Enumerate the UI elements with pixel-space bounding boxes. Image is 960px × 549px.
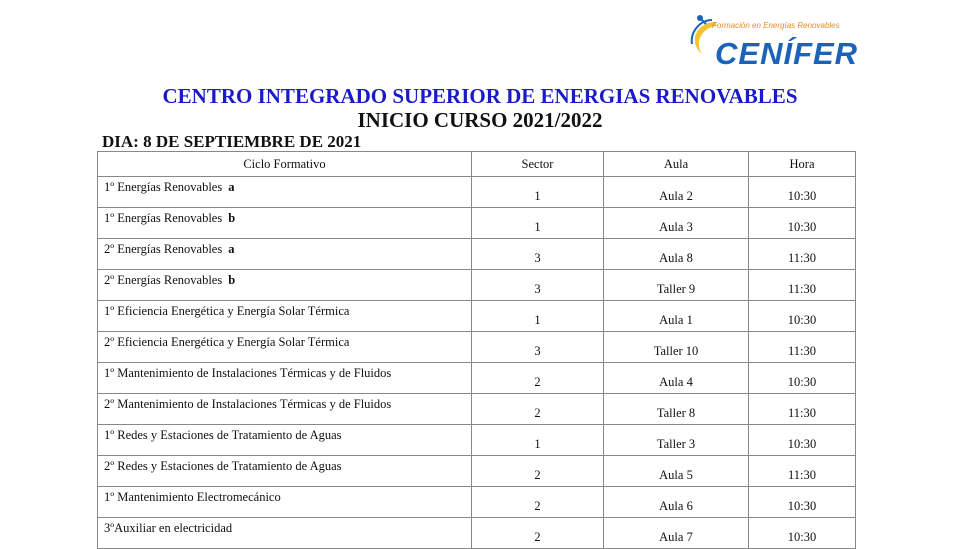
- date-heading: DIA: 8 DE SEPTIEMBRE DE 2021: [102, 132, 362, 151]
- page-subtitle: INICIO CURSO 2021/2022: [357, 108, 603, 132]
- cell-ciclo: [98, 394, 472, 425]
- ciclo-name: 1º Energías Renovables: [104, 211, 223, 225]
- table-row: [98, 239, 856, 270]
- ciclo-name: 1º Energías Renovables: [104, 180, 223, 194]
- cell-hora: 10:30: [749, 487, 856, 518]
- header-hora: Hora: [749, 152, 856, 177]
- table-row: [98, 332, 856, 363]
- ciclo-name: 1º Redes y Estaciones de Tratamiento de Aguas: [104, 428, 342, 442]
- cell-hora: 11:30: [749, 239, 856, 270]
- ciclo-name: 1º Mantenimiento de Instalaciones Térmicas y de Fluidos: [104, 366, 392, 380]
- cell-aula: Aula 5: [604, 456, 749, 487]
- cell-ciclo: [98, 239, 472, 270]
- cell-hora: 10:30: [749, 518, 856, 549]
- cell-aula: Taller 9: [604, 270, 749, 301]
- ciclo-name: 2º Energías Renovables: [104, 242, 223, 256]
- cell-aula: Taller 3: [604, 425, 749, 456]
- ciclo-group: b: [228, 211, 236, 225]
- cell-aula: Aula 4: [604, 363, 749, 394]
- ciclo-group: a: [228, 242, 235, 256]
- ciclo-group: a: [228, 180, 235, 194]
- cell-hora: 11:30: [749, 394, 856, 425]
- cell-ciclo: [98, 518, 472, 549]
- cell-sector: 3: [472, 239, 604, 270]
- table-row: [98, 518, 856, 549]
- cell-ciclo: [98, 270, 472, 301]
- cell-sector: 2: [472, 487, 604, 518]
- cell-ciclo: [98, 301, 472, 332]
- table-row: [98, 177, 856, 208]
- table-header-row: [98, 152, 856, 177]
- cell-sector: 1: [472, 208, 604, 239]
- cell-ciclo: [98, 332, 472, 363]
- ciclo-name: 2º Eficiencia Energética y Energía Solar Térmica: [104, 335, 350, 349]
- cell-aula: Aula 1: [604, 301, 749, 332]
- schedule-table: [97, 151, 856, 549]
- logo-tagline: Formación en Energías Renovables: [712, 21, 840, 30]
- header-sector: Sector: [472, 152, 604, 177]
- cell-ciclo: [98, 363, 472, 394]
- cell-hora: 11:30: [749, 456, 856, 487]
- cell-hora: 10:30: [749, 208, 856, 239]
- table-row: [98, 394, 856, 425]
- cell-sector: 2: [472, 363, 604, 394]
- table-row: [98, 456, 856, 487]
- cell-aula: Aula 3: [604, 208, 749, 239]
- cell-ciclo: [98, 208, 472, 239]
- cell-hora: 10:30: [749, 301, 856, 332]
- ciclo-name: 2º Mantenimiento de Instalaciones Térmicas y de Fluidos: [104, 397, 392, 411]
- page-title: CENTRO INTEGRADO SUPERIOR DE ENERGIAS RENOVABLES: [162, 84, 798, 108]
- cell-ciclo: [98, 487, 472, 518]
- cell-hora: 10:30: [749, 425, 856, 456]
- ciclo-name: 1º Eficiencia Energética y Energía Solar Térmica: [104, 304, 350, 318]
- cell-hora: 11:30: [749, 332, 856, 363]
- cell-hora: 10:30: [749, 177, 856, 208]
- ciclo-group: b: [228, 273, 236, 287]
- cell-sector: 3: [472, 270, 604, 301]
- cell-aula: Aula 6: [604, 487, 749, 518]
- table-row: [98, 363, 856, 394]
- ciclo-name: 2º Redes y Estaciones de Tratamiento de Aguas: [104, 459, 342, 473]
- cell-sector: 2: [472, 518, 604, 549]
- cell-aula: Aula 2: [604, 177, 749, 208]
- cell-sector: 2: [472, 394, 604, 425]
- table-row: [98, 208, 856, 239]
- cell-aula: Aula 8: [604, 239, 749, 270]
- ciclo-name: 1º Mantenimiento Electromecánico: [104, 490, 281, 504]
- table-row: [98, 487, 856, 518]
- table-row: [98, 270, 856, 301]
- cell-sector: 1: [472, 425, 604, 456]
- cell-ciclo: [98, 177, 472, 208]
- cell-sector: 1: [472, 177, 604, 208]
- cell-hora: 10:30: [749, 363, 856, 394]
- cell-hora: 11:30: [749, 270, 856, 301]
- cell-ciclo: [98, 456, 472, 487]
- table-row: [98, 425, 856, 456]
- cell-aula: Aula 7: [604, 518, 749, 549]
- cell-aula: Taller 10: [604, 332, 749, 363]
- cell-aula: Taller 8: [604, 394, 749, 425]
- ciclo-name: 2º Energías Renovables: [104, 273, 223, 287]
- ciclo-name: 3ºAuxiliar en electricidad: [104, 521, 233, 535]
- table-row: [98, 301, 856, 332]
- cell-sector: 2: [472, 456, 604, 487]
- header-aula: Aula: [604, 152, 749, 177]
- header-ciclo: Ciclo Formativo: [98, 152, 472, 177]
- logo-wordmark: CENÍFER: [715, 36, 859, 71]
- cell-sector: 3: [472, 332, 604, 363]
- cell-sector: 1: [472, 301, 604, 332]
- cell-ciclo: [98, 425, 472, 456]
